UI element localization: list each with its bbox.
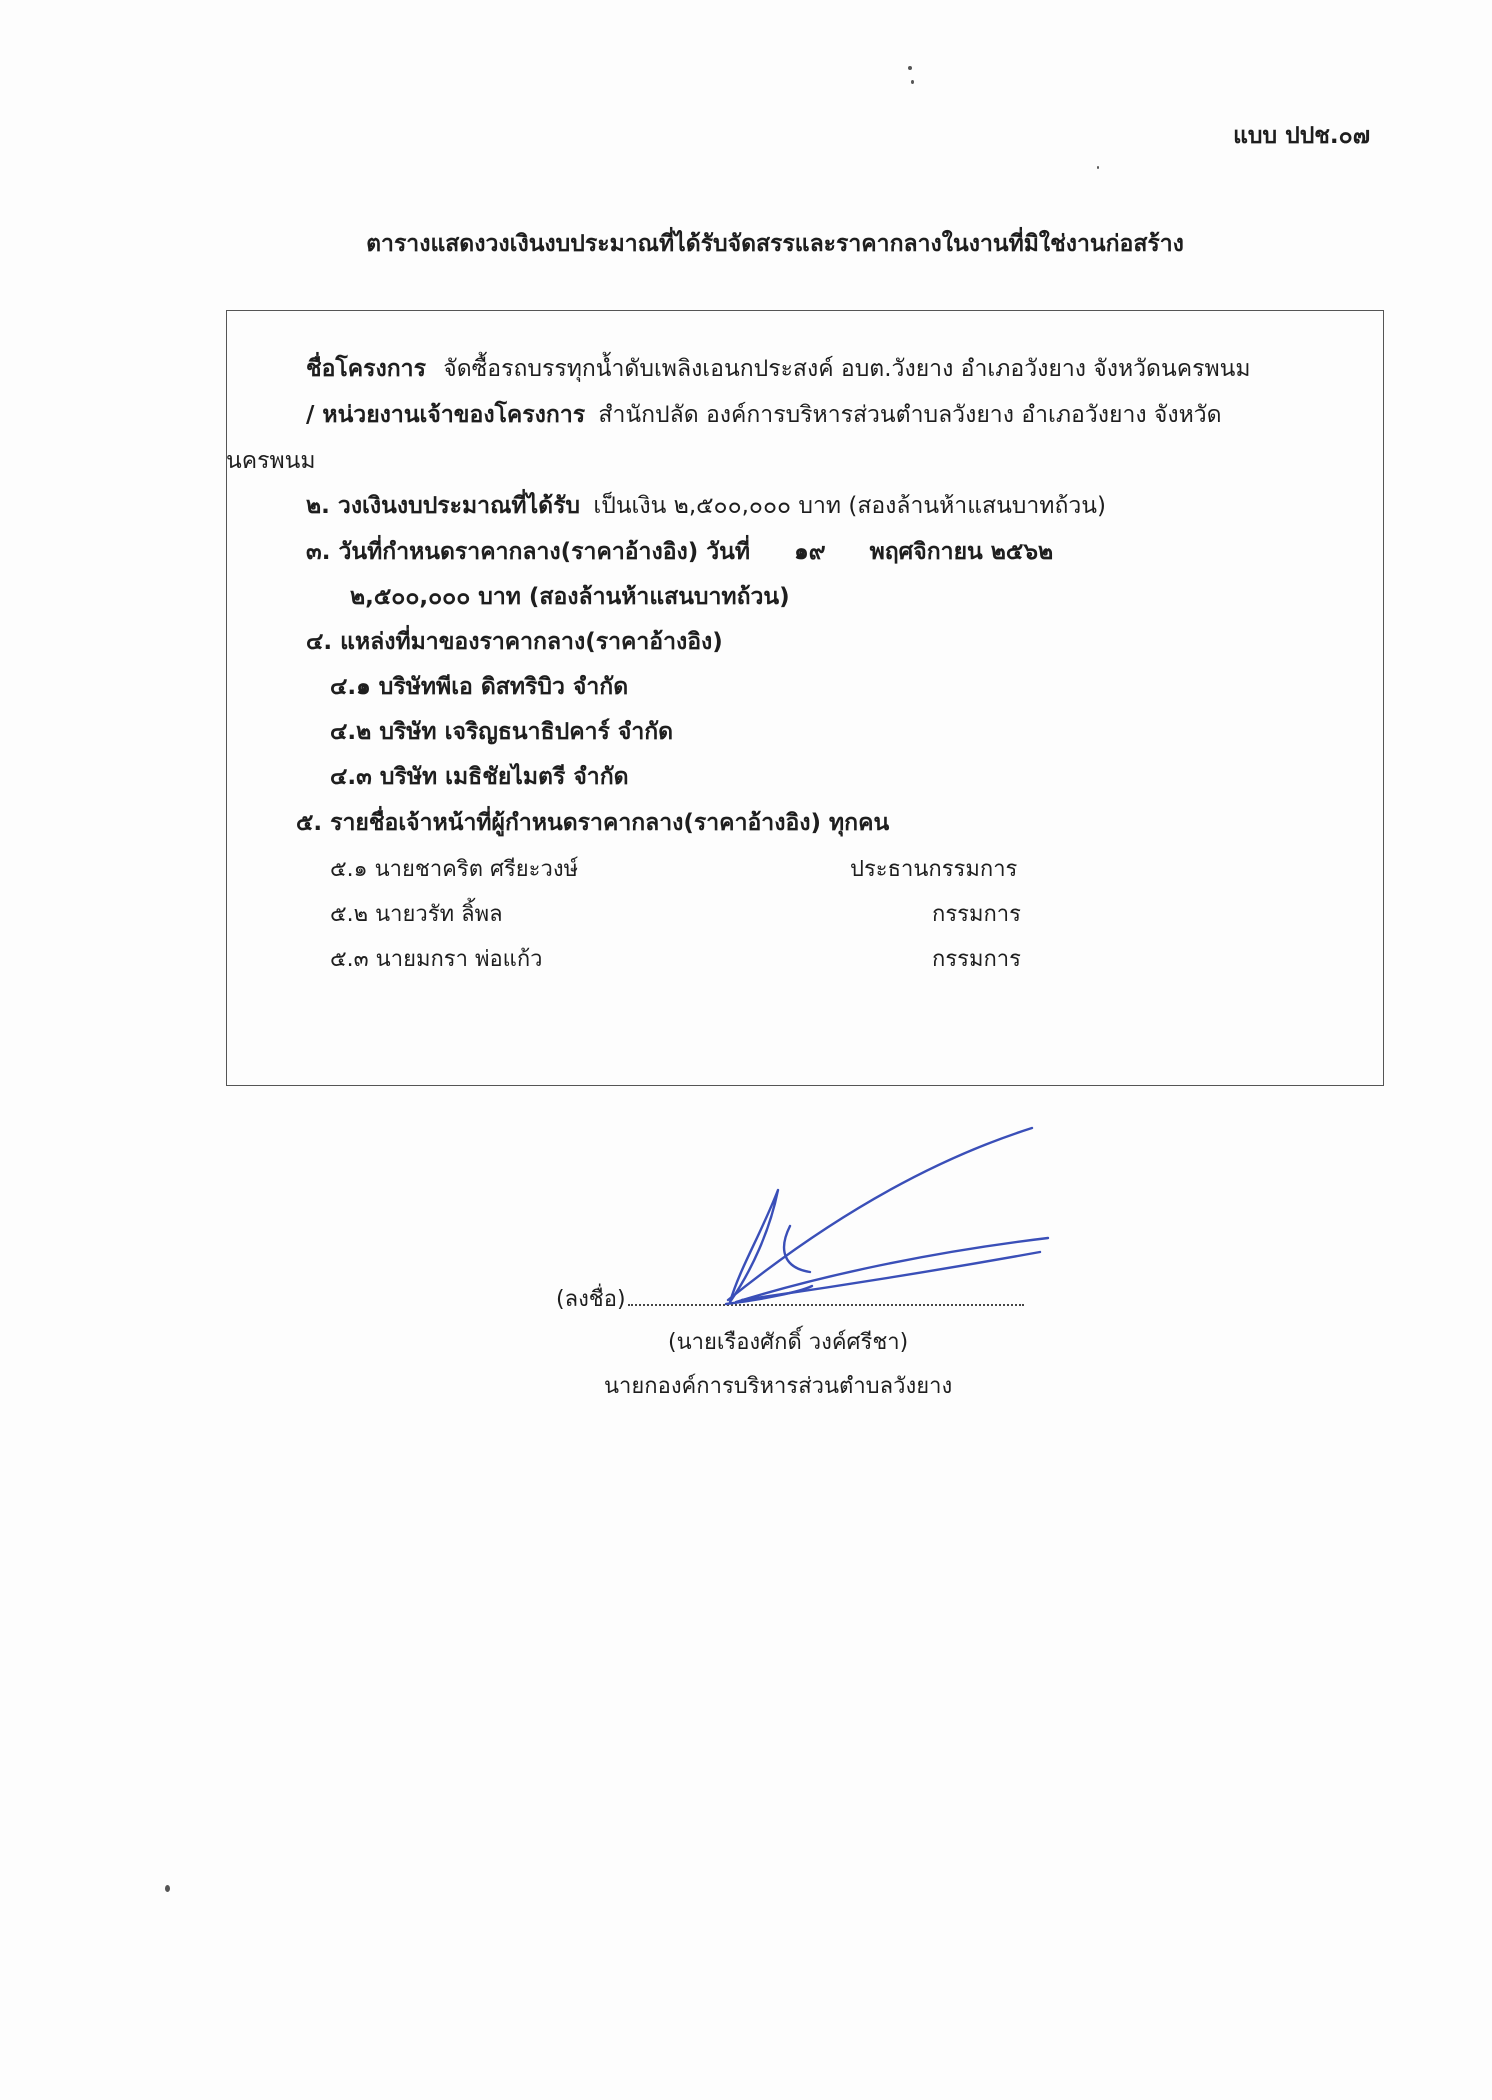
signer-title: นายกองค์การบริหารส่วนตำบลวังยาง [604,1374,953,1399]
sources-heading: ๔. แหล่งที่มาของราคากลาง(ราคาอ้างอิง) [306,629,723,655]
budget-label: ๒. วงเงินงบประมาณที่ได้รับ [306,493,581,519]
owner-value-continued: นครพนม [226,448,316,474]
sign-line [556,1282,1024,1315]
source-item: ๔.๒ บริษัท เจริญธนาธิปคาร์ จำกัด [330,719,674,745]
source-item: ๔.๓ บริษัท เมธิชัยไมตรี จำกัด [330,764,629,790]
scan-speck [165,1885,170,1892]
scan-speck [911,80,914,84]
signer-name: (นายเรืองศักดิ์ วงค์ศรีชา) [668,1330,909,1355]
form-code: แบบ ปปช.๐๗ [1233,123,1370,149]
reference-date-month-year: พฤศจิกายน ๒๕๖๒ [869,539,1054,565]
document-title: ตารางแสดงวงเงินงบประมาณที่ได้รับจัดสรรและราคากลางในงานที่มิใช่งานก่อสร้าง [366,231,1184,257]
reference-date-day: ๑๙ [794,539,826,565]
project-value: จัดซื้อรถบรรทุกน้ำดับเพลิงเอนกประสงค์ อบต.วังยาง อำเภอวังยาง จังหวัดนครพนม [443,356,1251,382]
owner-value: สำนักปลัด องค์การบริหารส่วนตำบลวังยาง อำเภอวังยาง จังหวัด [598,402,1222,428]
project-line [306,354,1251,384]
scan-speck [908,66,912,70]
signature-dotted-line [628,1282,1024,1306]
project-label: ชื่อโครงการ [306,356,426,382]
committee-member-role: กรรมการ [932,947,1021,972]
budget-value: เป็นเงิน ๒,๕๐๐,๐๐๐ บาท (สองล้านห้าแสนบาทถ้วน) [593,493,1107,519]
committee-member-name: ๕.๓ นายมกรา พ่อแก้ว [330,947,543,972]
committee-member-name: ๕.๑ นายชาคริต ศรียะวงษ์ [330,857,579,882]
reference-date-label: ๓. วันที่กำหนดราคากลาง(ราคาอ้างอิง) วันที่ [306,539,751,565]
reference-date-line [306,537,1053,567]
committee-member-name: ๕.๒ นายวรัท ลิ้พล [330,902,503,927]
budget-line [306,491,1106,521]
owner-label: / หน่วยงานเจ้าของโครงการ [306,402,586,428]
committee-member-role: กรรมการ [932,902,1021,927]
source-item: ๔.๑ บริษัทพีเอ ดิสทริบิว จำกัด [330,674,629,700]
sign-label: (ลงชื่อ) [556,1287,626,1312]
owner-line [306,400,1222,430]
reference-amount: ๒,๕๐๐,๐๐๐ บาท (สองล้านห้าแสนบาทถ้วน) [350,584,790,610]
scan-speck [1097,166,1099,169]
committee-heading: ๕. รายชื่อเจ้าหน้าที่ผู้กำหนดราคากลาง(ราคาอ้างอิง) ทุกคน [296,810,890,836]
committee-member-role: ประธานกรรมการ [850,857,1018,882]
